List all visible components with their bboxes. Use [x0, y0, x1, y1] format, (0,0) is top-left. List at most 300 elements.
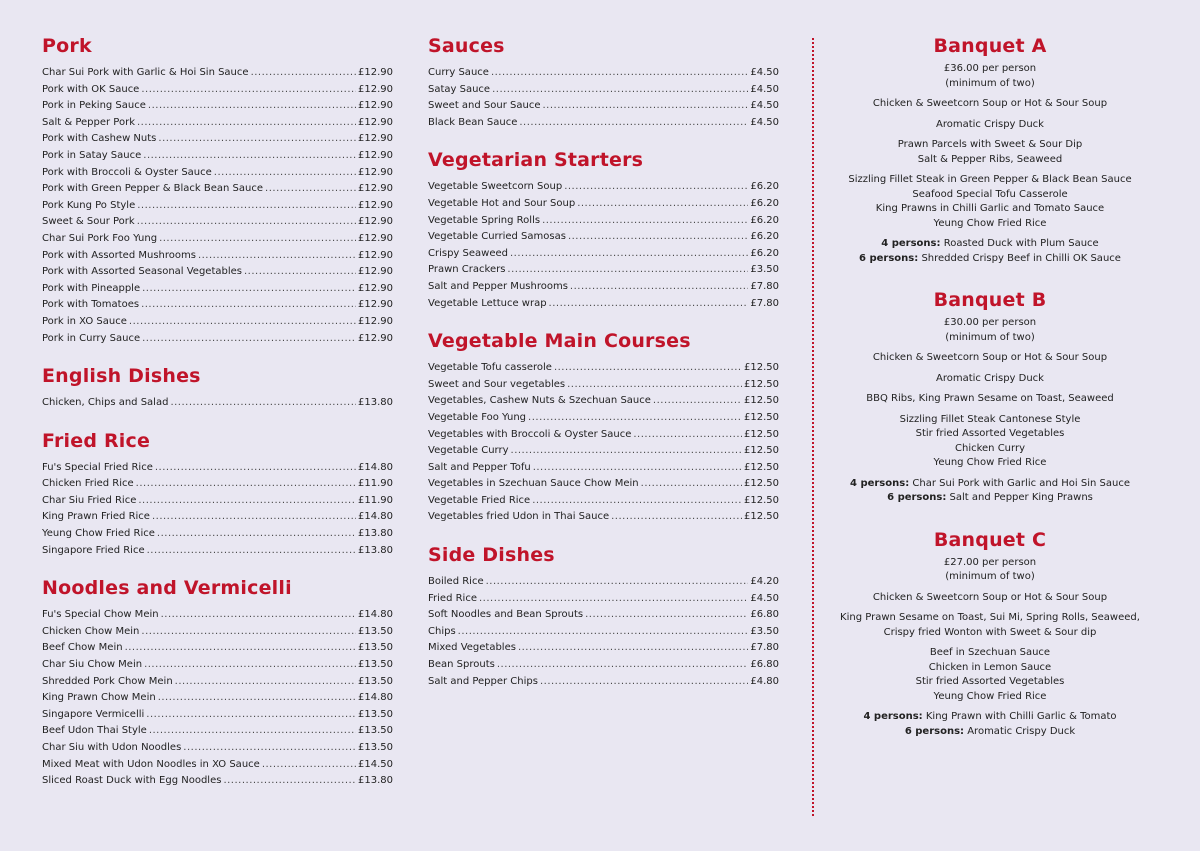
menu-item-price: £11.90 [358, 494, 393, 506]
menu-item-price: £7.80 [750, 642, 779, 654]
menu-item-price: £12.50 [744, 478, 779, 490]
dot-leader [491, 65, 748, 82]
menu-item [42, 624, 393, 641]
banquet-dish: Yeung Chow Fried Rice [933, 690, 1047, 702]
dot-leader [262, 757, 356, 774]
section-title: Noodles and Vermicelli [42, 577, 292, 600]
banquet-column [830, 34, 1150, 761]
dot-leader [157, 526, 356, 543]
dot-leader [497, 657, 749, 674]
menu-item-name: Char Siu Fried Rice [42, 494, 137, 506]
menu-item-name: Char Sui Pork Foo Yung [42, 232, 158, 244]
menu-item-name: Salt & Pepper Pork [42, 116, 135, 128]
menu-item [428, 443, 779, 460]
dot-leader [142, 281, 356, 298]
menu-item [428, 82, 779, 99]
banquet-price: £36.00 per person [943, 63, 1037, 74]
menu-item-name: Char Sui Pork with Garlic & Hoi Sin Sauce [42, 67, 249, 78]
menu-item [42, 331, 393, 348]
dot-leader [532, 493, 742, 510]
dot-leader [251, 65, 356, 82]
section-vegetarian-starters [428, 148, 779, 312]
dot-leader [519, 115, 748, 132]
banquet-course [830, 173, 1150, 231]
menu-item-name: Pork with Assorted Seasonal Vegetables [42, 266, 242, 278]
menu-item [42, 248, 393, 265]
menu-item-price: £12.50 [744, 395, 779, 407]
menu-item [428, 640, 779, 657]
menu-item-name: Pork Kung Po Style [42, 199, 136, 211]
menu-item [42, 148, 393, 165]
dot-leader [141, 297, 356, 314]
menu-item-name: Pork in Peking Sauce [42, 100, 146, 112]
menu-item-price: £4.50 [750, 83, 779, 95]
dot-leader [129, 314, 356, 331]
menu-item-price: £12.90 [358, 149, 393, 161]
dot-leader [653, 393, 742, 410]
dot-leader [175, 674, 356, 691]
menu-item [42, 773, 393, 790]
menu-column-middle [428, 34, 779, 707]
dot-leader [158, 131, 356, 148]
dot-leader [542, 213, 748, 230]
menu-item [42, 65, 393, 82]
banquet-extra-text: Aromatic Crispy Duck [967, 725, 1076, 737]
menu-item [42, 640, 393, 657]
menu-item-name: Yeung Chow Fried Rice [42, 528, 155, 540]
menu-item-price: £13.50 [358, 625, 393, 637]
dot-leader [479, 591, 748, 608]
section-noodles-and-vermicelli [42, 576, 393, 790]
banquet-minimum: (minimum of two) [945, 331, 1035, 343]
dot-leader [125, 640, 356, 657]
menu-item-name: Sweet & Sour Pork [42, 216, 135, 228]
menu-item-name: Fu's Special Chow Mein [42, 609, 159, 621]
section-fried-rice [42, 429, 393, 560]
menu-item-name: Beef Udon Thai Style [42, 725, 147, 737]
menu-item-price: £6.20 [750, 247, 779, 259]
menu-item-price: £12.90 [358, 100, 393, 112]
banquet-dish: Chicken & Sweetcorn Soup or Hot & Sour Soup [872, 352, 1108, 363]
banquet-dish: Chicken Curry [955, 442, 1025, 454]
banquet-price-group [830, 62, 1150, 91]
banquet-minimum: (minimum of two) [945, 571, 1035, 582]
menu-item-price: £14.80 [358, 461, 393, 473]
menu-item-name: Pork with Cashew Nuts [42, 133, 157, 145]
banquet-banquet-b [830, 288, 1150, 506]
banquet-dish: Crispy fried Wonton with Sweet & Sour dip [883, 626, 1097, 638]
menu-item [428, 427, 779, 444]
banquet-title: Banquet B [933, 289, 1047, 311]
banquet-course [830, 372, 1150, 387]
banquet-course [830, 413, 1150, 471]
banquet-extra-text: Shredded Crispy Beef in Chilli OK Sauce [921, 252, 1121, 264]
banquet-title: Banquet A [933, 35, 1047, 57]
menu-item [42, 82, 393, 99]
section-english-dishes [42, 364, 393, 412]
menu-item-name: Pork in XO Sauce [42, 315, 127, 327]
menu-item-price: £12.90 [358, 216, 393, 228]
dot-leader [542, 98, 748, 115]
banquet-dish: Chicken & Sweetcorn Soup or Hot & Sour Soup [872, 98, 1108, 109]
menu-item-name: Chips [428, 625, 456, 637]
banquet-extras [830, 477, 1150, 506]
menu-item [42, 297, 393, 314]
dot-leader [567, 377, 742, 394]
menu-item-name: Char Siu Chow Mein [42, 659, 143, 671]
menu-item-price: £4.50 [750, 67, 779, 78]
section-title: English Dishes [42, 365, 201, 388]
menu-item-name: Fu's Special Fried Rice [42, 461, 153, 473]
menu-item-name: Vegetable Spring Rolls [428, 214, 541, 226]
menu-item-price: £6.80 [750, 659, 779, 671]
banquet-dish: Yeung Chow Fried Rice [933, 457, 1047, 468]
menu-item [428, 360, 779, 377]
menu-item [42, 395, 393, 412]
menu-item-name: Crispy Seaweed [428, 247, 508, 259]
banquet-extra [830, 491, 1150, 506]
menu-item-name: Sliced Roast Duck with Egg Noodles [42, 775, 222, 787]
dot-leader [570, 279, 748, 296]
banquet-dish: Chicken in Lemon Sauce [928, 661, 1052, 673]
dot-leader [540, 674, 748, 691]
banquet-course [830, 591, 1150, 606]
menu-item [428, 377, 779, 394]
menu-item-price: £4.50 [750, 592, 779, 604]
banquet-extra [830, 710, 1150, 725]
menu-item-name: Vegetables fried Udon in Thai Sauce [428, 511, 610, 523]
menu-item [428, 509, 779, 526]
menu-item-price: £13.50 [358, 675, 393, 687]
banquet-extras [830, 237, 1150, 266]
menu-item [428, 262, 779, 279]
menu-item [428, 246, 779, 263]
menu-item-price: £6.20 [750, 214, 779, 226]
banquet-price: £27.00 per person [943, 556, 1037, 568]
menu-item [428, 115, 779, 132]
menu-item-name: Singapore Vermicelli [42, 708, 145, 720]
menu-item [428, 493, 779, 510]
menu-item-price: £4.20 [750, 576, 779, 588]
banquet-minimum: (minimum of two) [945, 77, 1035, 89]
menu-item-price: £12.90 [358, 299, 393, 311]
menu-item-price: £13.80 [358, 544, 393, 556]
banquet-dish: Stir fried Assorted Vegetables [915, 428, 1065, 439]
menu-item-name: Salt and Pepper Tofu [428, 461, 531, 473]
menu-item-price: £11.90 [358, 478, 393, 490]
banquet-extra [830, 252, 1150, 267]
menu-item-price: £12.50 [744, 362, 779, 374]
dot-leader [136, 476, 356, 493]
menu-item [42, 607, 393, 624]
menu-item-name: Beef Chow Mein [42, 642, 123, 654]
menu-item-name: Soft Noodles and Bean Sprouts [428, 609, 584, 621]
banquet-dish: Yeung Chow Fried Rice [933, 217, 1047, 229]
menu-item [428, 179, 779, 196]
menu-item-price: £6.80 [750, 609, 779, 621]
section-title: Pork [42, 35, 92, 57]
dot-leader [511, 443, 742, 460]
menu-item [42, 526, 393, 543]
menu-item-name: Satay Sauce [428, 83, 491, 95]
menu-item [42, 757, 393, 774]
dot-leader [137, 214, 356, 231]
menu-item-price: £12.90 [358, 266, 393, 278]
menu-item-price: £13.80 [358, 528, 393, 540]
dot-leader [641, 476, 742, 493]
menu-item-name: Pork in Curry Sauce [42, 332, 141, 344]
dot-leader [198, 248, 356, 265]
menu-item [428, 229, 779, 246]
menu-item-name: Curry Sauce [428, 67, 489, 78]
banquet-extra-label: 6 persons: [887, 492, 947, 503]
menu-item-price: £12.50 [744, 461, 779, 473]
dot-leader [144, 657, 356, 674]
menu-item-name: Vegetable Sweetcorn Soup [428, 181, 563, 193]
menu-item-name: King Prawn Chow Mein [42, 692, 156, 704]
menu-item-name: Pork with Tomatoes [42, 299, 140, 311]
dot-leader [159, 231, 356, 248]
menu-item-price: £12.50 [744, 378, 779, 390]
menu-item-name: Pork with Assorted Mushrooms [42, 249, 196, 261]
section-sauces [428, 34, 779, 131]
menu-item-name: Vegetable Hot and Sour Soup [428, 197, 576, 209]
menu-item [428, 296, 779, 313]
menu-item-name: Salt and Pepper Chips [428, 675, 538, 687]
banquet-extra [830, 477, 1150, 492]
dot-leader [528, 410, 742, 427]
menu-item-price: £13.50 [358, 708, 393, 720]
menu-item-price: £6.20 [750, 197, 779, 209]
menu-item-price: £12.90 [358, 282, 393, 294]
dot-leader [549, 296, 749, 313]
menu-item-price: £12.50 [744, 445, 779, 457]
menu-item-name: Vegetable Curried Samosas [428, 231, 566, 243]
menu-item-price: £7.80 [750, 280, 779, 292]
dot-leader [510, 246, 748, 263]
menu-item-price: £14.80 [358, 692, 393, 704]
menu-item-name: Vegetables with Broccoli & Oyster Sauce [428, 428, 632, 440]
menu-item-price: £4.80 [750, 675, 779, 687]
banquet-course [830, 97, 1150, 112]
menu-item-name: Chicken Chow Mein [42, 625, 140, 637]
menu-item-price: £13.80 [358, 397, 393, 409]
menu-item-price: £14.50 [358, 758, 393, 770]
dot-leader [155, 460, 356, 477]
menu-item-price: £14.80 [358, 511, 393, 523]
banquet-extra-label: 4 persons: [881, 238, 941, 249]
banquet-banquet-a [830, 34, 1150, 266]
dot-leader [554, 360, 742, 377]
banquet-dish: Stir fried Assorted Vegetables [915, 676, 1065, 687]
menu-item-name: Black Bean Sauce [428, 116, 518, 128]
dot-leader [137, 198, 356, 215]
section-title: Vegetable Main Courses [428, 330, 691, 353]
menu-item-price: £13.50 [358, 742, 393, 753]
menu-item-name: Mixed Meat with Udon Noodles in XO Sauce [42, 758, 260, 770]
banquet-dish: BBQ Ribs, King Prawn Sesame on Toast, Seaweed [866, 393, 1114, 404]
menu-item-price: £12.50 [744, 494, 779, 506]
banquet-extra-text: Char Sui Pork with Garlic and Hoi Sin Sauce [912, 477, 1130, 489]
menu-item [42, 115, 393, 132]
menu-item-price: £7.80 [750, 297, 779, 309]
menu-item-name: Vegetable Foo Yung [428, 411, 527, 423]
menu-item-name: Boiled Rice [428, 576, 484, 588]
dot-leader [170, 395, 356, 412]
menu-item-name: Vegetable Fried Rice [428, 494, 531, 506]
menu-item [42, 740, 393, 757]
menu-item [428, 279, 779, 296]
menu-item [42, 690, 393, 707]
menu-item [428, 213, 779, 230]
dot-leader [158, 690, 356, 707]
section-vegetable-main-courses [428, 329, 779, 526]
dot-leader [147, 543, 356, 560]
menu-item [428, 476, 779, 493]
section-title: Fried Rice [42, 429, 151, 452]
dot-leader [141, 82, 356, 99]
menu-item [42, 314, 393, 331]
menu-item-name: Sweet and Sour vegetables [428, 378, 566, 390]
banquet-dish: Seafood Special Tofu Casserole [912, 188, 1068, 200]
menu-item-name: Vegetables, Cashew Nuts & Szechuan Sauce [428, 395, 651, 407]
menu-item [42, 723, 393, 740]
menu-item [42, 509, 393, 526]
dot-leader [141, 624, 356, 641]
banquet-course [830, 392, 1150, 407]
menu-item [42, 264, 393, 281]
dot-leader [265, 181, 356, 198]
menu-item-name: Shredded Pork Chow Mein [42, 675, 173, 687]
menu-item-name: Pork with Broccoli & Oyster Sauce [42, 166, 212, 178]
dot-leader [507, 262, 748, 279]
banquet-banquet-c [830, 528, 1150, 740]
menu-item [428, 98, 779, 115]
banquet-dish: Aromatic Crispy Duck [936, 118, 1044, 130]
banquet-extra-label: 4 persons: [850, 477, 910, 489]
banquet-extra-text: Roasted Duck with Plum Sauce [943, 238, 1099, 249]
banquet-course [830, 118, 1150, 133]
menu-item-name: Pork in Satay Sauce [42, 149, 142, 161]
dot-leader [585, 607, 748, 624]
banquet-dish: Aromatic Crispy Duck [936, 372, 1044, 384]
menu-item [42, 657, 393, 674]
banquet-extra-text: King Prawn with Chilli Garlic & Tomato [925, 711, 1117, 722]
banquet-dish: King Prawns in Chilli Garlic and Tomato Sauce [875, 203, 1105, 214]
dot-leader [223, 773, 356, 790]
menu-item-price: £12.90 [358, 249, 393, 261]
section-side-dishes [428, 543, 779, 690]
menu-item-price: £12.90 [358, 67, 393, 78]
dot-leader [518, 640, 748, 657]
dot-leader [633, 427, 742, 444]
menu-item [428, 410, 779, 427]
menu-item [428, 607, 779, 624]
menu-item-price: £13.50 [358, 642, 393, 654]
menu-item [428, 393, 779, 410]
menu-item-name: Salt and Pepper Mushrooms [428, 280, 568, 292]
banquet-dish: King Prawn Sesame on Toast, Sui Mi, Spring Rolls, Seaweed, [840, 612, 1140, 623]
menu-item-name: Pork with OK Sauce [42, 83, 140, 95]
banquet-extras [830, 710, 1150, 739]
menu-item [42, 131, 393, 148]
menu-item [42, 460, 393, 477]
menu-item [428, 674, 779, 691]
menu-item-price: £12.90 [358, 332, 393, 344]
dot-leader [143, 148, 356, 165]
banquet-dish: Salt & Pepper Ribs, Seaweed [917, 153, 1063, 165]
menu-item-price: £12.50 [744, 428, 779, 440]
menu-item-price: £12.90 [358, 199, 393, 211]
dot-leader [492, 82, 748, 99]
dot-leader [142, 331, 356, 348]
dot-leader [564, 179, 748, 196]
dot-leader [568, 229, 748, 246]
dot-leader [458, 624, 749, 641]
dot-leader [244, 264, 356, 281]
menu-item-price: £12.50 [744, 411, 779, 423]
menu-item-name: Chicken, Chips and Salad [42, 397, 169, 409]
dot-leader [149, 723, 356, 740]
menu-item-name: Prawn Crackers [428, 264, 506, 276]
banquet-extra-label: 4 persons: [863, 711, 923, 722]
menu-item-name: King Prawn Fried Rice [42, 511, 150, 523]
menu-item [42, 198, 393, 215]
menu-item [42, 476, 393, 493]
menu-column-left [42, 34, 393, 807]
banquet-price-group [830, 556, 1150, 585]
banquet-dish: Beef in Szechuan Sauce [929, 647, 1051, 658]
menu-item-name: Singapore Fried Rice [42, 544, 145, 556]
dot-leader [148, 98, 356, 115]
menu-item [42, 98, 393, 115]
menu-item-price: £12.90 [358, 133, 393, 145]
menu-item-price: £12.90 [358, 166, 393, 178]
banquet-dish: Prawn Parcels with Sweet & Sour Dip [897, 139, 1083, 150]
menu-item [428, 460, 779, 477]
menu-item [428, 624, 779, 641]
banquet-course [830, 351, 1150, 366]
dot-leader [137, 115, 356, 132]
menu-item-name: Chicken Fried Rice [42, 478, 134, 490]
banquet-extra-label: 6 persons: [859, 252, 919, 264]
menu-item-price: £12.50 [744, 511, 779, 523]
menu-item [42, 493, 393, 510]
menu-item [42, 674, 393, 691]
menu-item-name: Vegetable Curry [428, 445, 509, 457]
menu-item-name: Vegetable Lettuce wrap [428, 297, 547, 309]
banquet-dish: Chicken & Sweetcorn Soup or Hot & Sour Soup [872, 591, 1108, 603]
menu-item-name: Mixed Vegetables [428, 642, 516, 654]
menu-item-name: Char Siu with Udon Noodles [42, 742, 182, 753]
menu-item [428, 591, 779, 608]
menu-item-price: £14.80 [358, 609, 393, 621]
menu-item [42, 214, 393, 231]
menu-item-price: £6.20 [750, 181, 779, 193]
dot-leader [152, 509, 356, 526]
dot-leader [138, 493, 356, 510]
menu-item-price: £4.50 [750, 116, 779, 128]
menu-item-name: Fried Rice [428, 592, 477, 604]
menu-item [42, 231, 393, 248]
dot-leader [214, 165, 356, 182]
menu-item [428, 574, 779, 591]
section-title: Vegetarian Starters [428, 149, 644, 172]
menu-item-price: £12.90 [358, 116, 393, 128]
menu-item-price: £13.50 [358, 725, 393, 737]
banquet-price: £30.00 per person [943, 317, 1037, 328]
dot-leader [533, 460, 742, 477]
